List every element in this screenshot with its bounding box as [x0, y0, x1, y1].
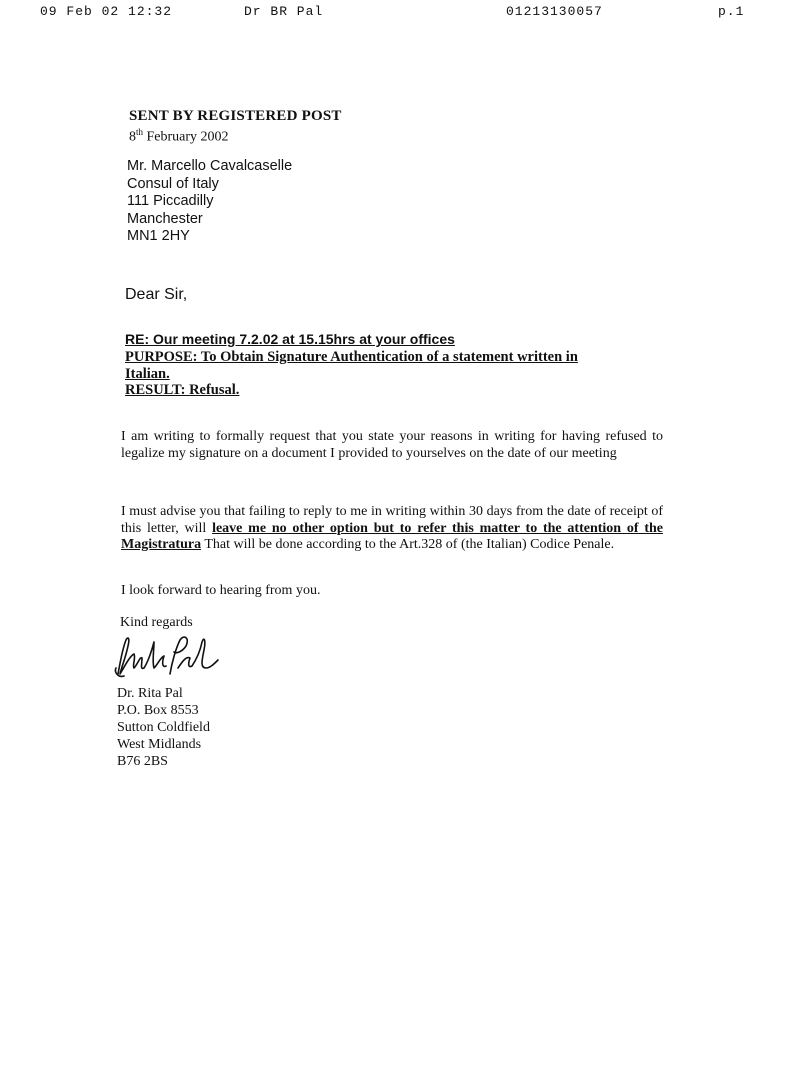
- date-suffix: th: [136, 127, 144, 137]
- recipient-city: Manchester: [127, 210, 203, 227]
- sender-address: [117, 685, 210, 770]
- letter-date: [129, 127, 229, 146]
- advice-text-end: That will be done according to the Art.328 of (the Italian) Codice Penale.: [201, 537, 615, 552]
- handwritten-signature-icon: [112, 628, 224, 686]
- fax-sender: Dr BR Pal: [244, 4, 324, 19]
- recipient-title: Consul of Italy: [127, 175, 219, 192]
- subject-re-line: RE: Our meeting 7.2.02 at 15.15hrs at your offices: [125, 331, 455, 347]
- salutation: Dear Sir,: [125, 286, 188, 303]
- date-month-year: February 2002: [143, 129, 229, 145]
- subject-purpose-line: PURPOSE: To Obtain Signature Authentication of a statement written in Italian.: [125, 349, 578, 382]
- sender-postcode: B76 2BS: [117, 754, 168, 769]
- fax-number: 01213130057: [506, 4, 603, 19]
- delivery-note: SENT BY REGISTERED POST: [129, 108, 342, 124]
- recipient-name: Mr. Marcello Cavalcaselle: [127, 158, 293, 174]
- subject-result-line: RESULT: Refusal.: [125, 382, 240, 398]
- advice-emphasis: leave me no other option but to refer this matter to the attention of the Magistratura: [121, 520, 663, 552]
- recipient-postcode: MN1 2HY: [127, 228, 190, 244]
- sender-po-box: P.O. Box 8553: [117, 703, 199, 718]
- closing: Kind regards: [120, 615, 193, 630]
- sender-name: Dr. Rita Pal: [117, 686, 183, 701]
- fax-page-number: p.1: [718, 4, 745, 19]
- paragraph-request: I am writing to formally request that you state your reasons in writing for having refused to legalize my signature on a document I provided to yourselves on the date of our meeting: [121, 429, 663, 461]
- paragraph-closing-line: I look forward to hearing from you.: [121, 583, 321, 598]
- sender-town: Sutton Coldfield: [117, 720, 210, 735]
- date-day: 8: [129, 129, 136, 145]
- recipient-address: [127, 158, 292, 246]
- paragraph-advice: [121, 504, 663, 554]
- advice-text-start: I must advise you that failing to reply to me in writing within 30 days from the date of receipt of this letter, will: [121, 504, 663, 536]
- recipient-street: 111 Piccadilly: [127, 193, 214, 209]
- fax-date-time: 09 Feb 02 12:32: [40, 4, 173, 19]
- sender-county: West Midlands: [117, 737, 202, 752]
